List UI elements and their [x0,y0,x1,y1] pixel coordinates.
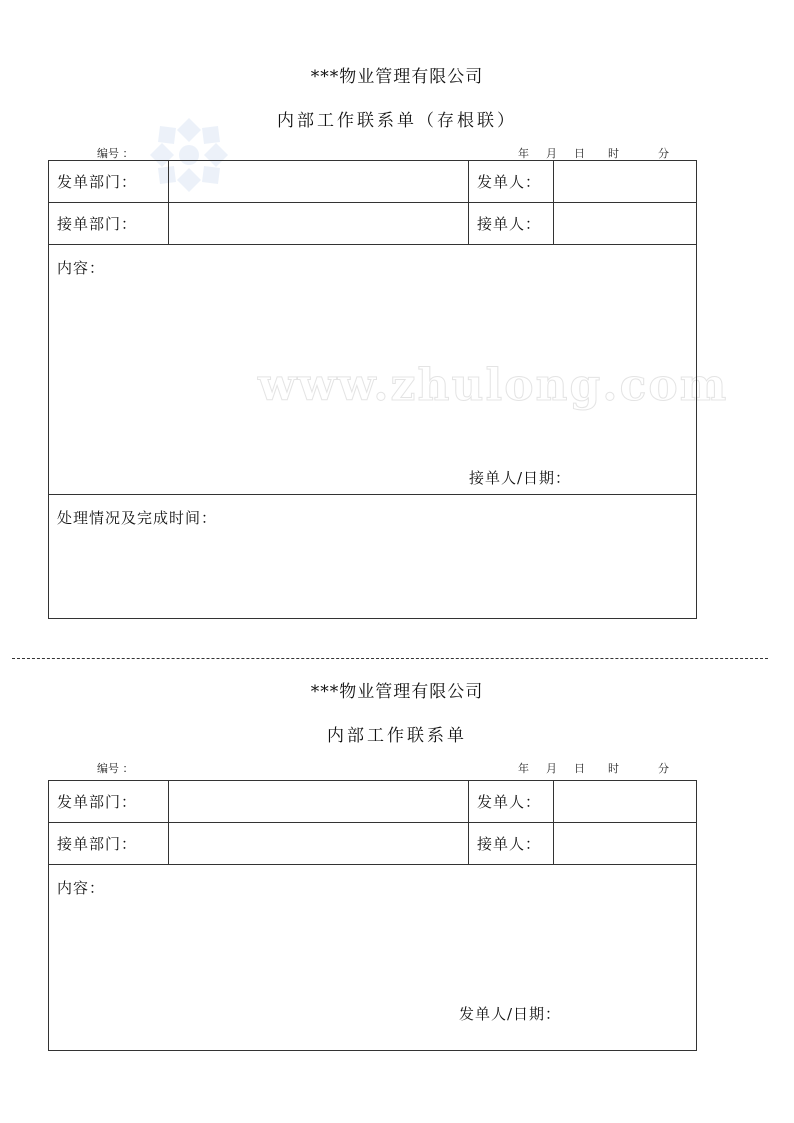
main-receiver-person-label: 接单人： [469,823,554,865]
stub-form-table [48,160,697,619]
stub-form-title: 内部工作联系单（存根联） [277,111,517,131]
stub-date-month-label: 月 [546,147,557,160]
main-date-day-label: 日 [574,762,585,775]
main-receiver-row [49,823,697,865]
stub-sender-dept-field[interactable] [169,161,469,203]
stub-receiver-row [49,203,697,245]
main-sender-row [49,781,697,823]
main-content-label: 内容： [57,879,106,897]
stub-sender-dept-label: 发单部门： [49,161,169,203]
stub-sender-person-label: 发单人： [469,161,554,203]
main-form-title: 内部工作联系单 [327,726,467,746]
stub-content-field[interactable] [49,245,697,495]
stub-date-year-label: 年 [518,147,529,160]
stub-sender-person-field[interactable] [554,161,697,203]
stub-receiver-signature-label: 接单人/日期： [469,469,572,487]
main-receiver-dept-label: 接单部门： [49,823,169,865]
main-content-field[interactable] [49,865,697,1051]
stub-date-day-label: 日 [574,147,585,160]
main-receiver-person-field[interactable] [554,823,697,865]
cut-line-divider [12,658,768,659]
main-date-minute-label: 分 [658,762,669,775]
stub-company-name: ***物业管理有限公司 [310,67,484,87]
stub-receiver-dept-label: 接单部门： [49,203,169,245]
main-date-month-label: 月 [546,762,557,775]
main-company-name: ***物业管理有限公司 [310,682,484,702]
main-receiver-dept-field[interactable] [169,823,469,865]
stub-content-label: 内容： [57,259,106,277]
stub-process-field[interactable] [49,495,697,619]
stub-date-hour-label: 时 [608,147,619,160]
stub-sender-row [49,161,697,203]
main-date-hour-label: 时 [608,762,619,775]
stub-process-label: 处理情况及完成时间： [57,509,218,527]
stub-content-row [49,245,697,495]
watermark-text: www.zhulong.com [258,360,729,411]
main-sender-person-label: 发单人： [469,781,554,823]
main-sender-signature-label: 发单人/日期： [459,1005,562,1023]
main-date-year-label: 年 [518,762,529,775]
stub-number-label: 编号 ： [97,147,134,160]
main-number-label: 编号 ： [97,762,134,775]
stub-process-row [49,495,697,619]
stub-date-minute-label: 分 [658,147,669,160]
main-form-table [48,780,697,1051]
stub-receiver-person-field[interactable] [554,203,697,245]
main-content-row [49,865,697,1051]
stub-receiver-dept-field[interactable] [169,203,469,245]
main-sender-person-field[interactable] [554,781,697,823]
main-sender-dept-label: 发单部门： [49,781,169,823]
main-sender-dept-field[interactable] [169,781,469,823]
stub-receiver-person-label: 接单人： [469,203,554,245]
